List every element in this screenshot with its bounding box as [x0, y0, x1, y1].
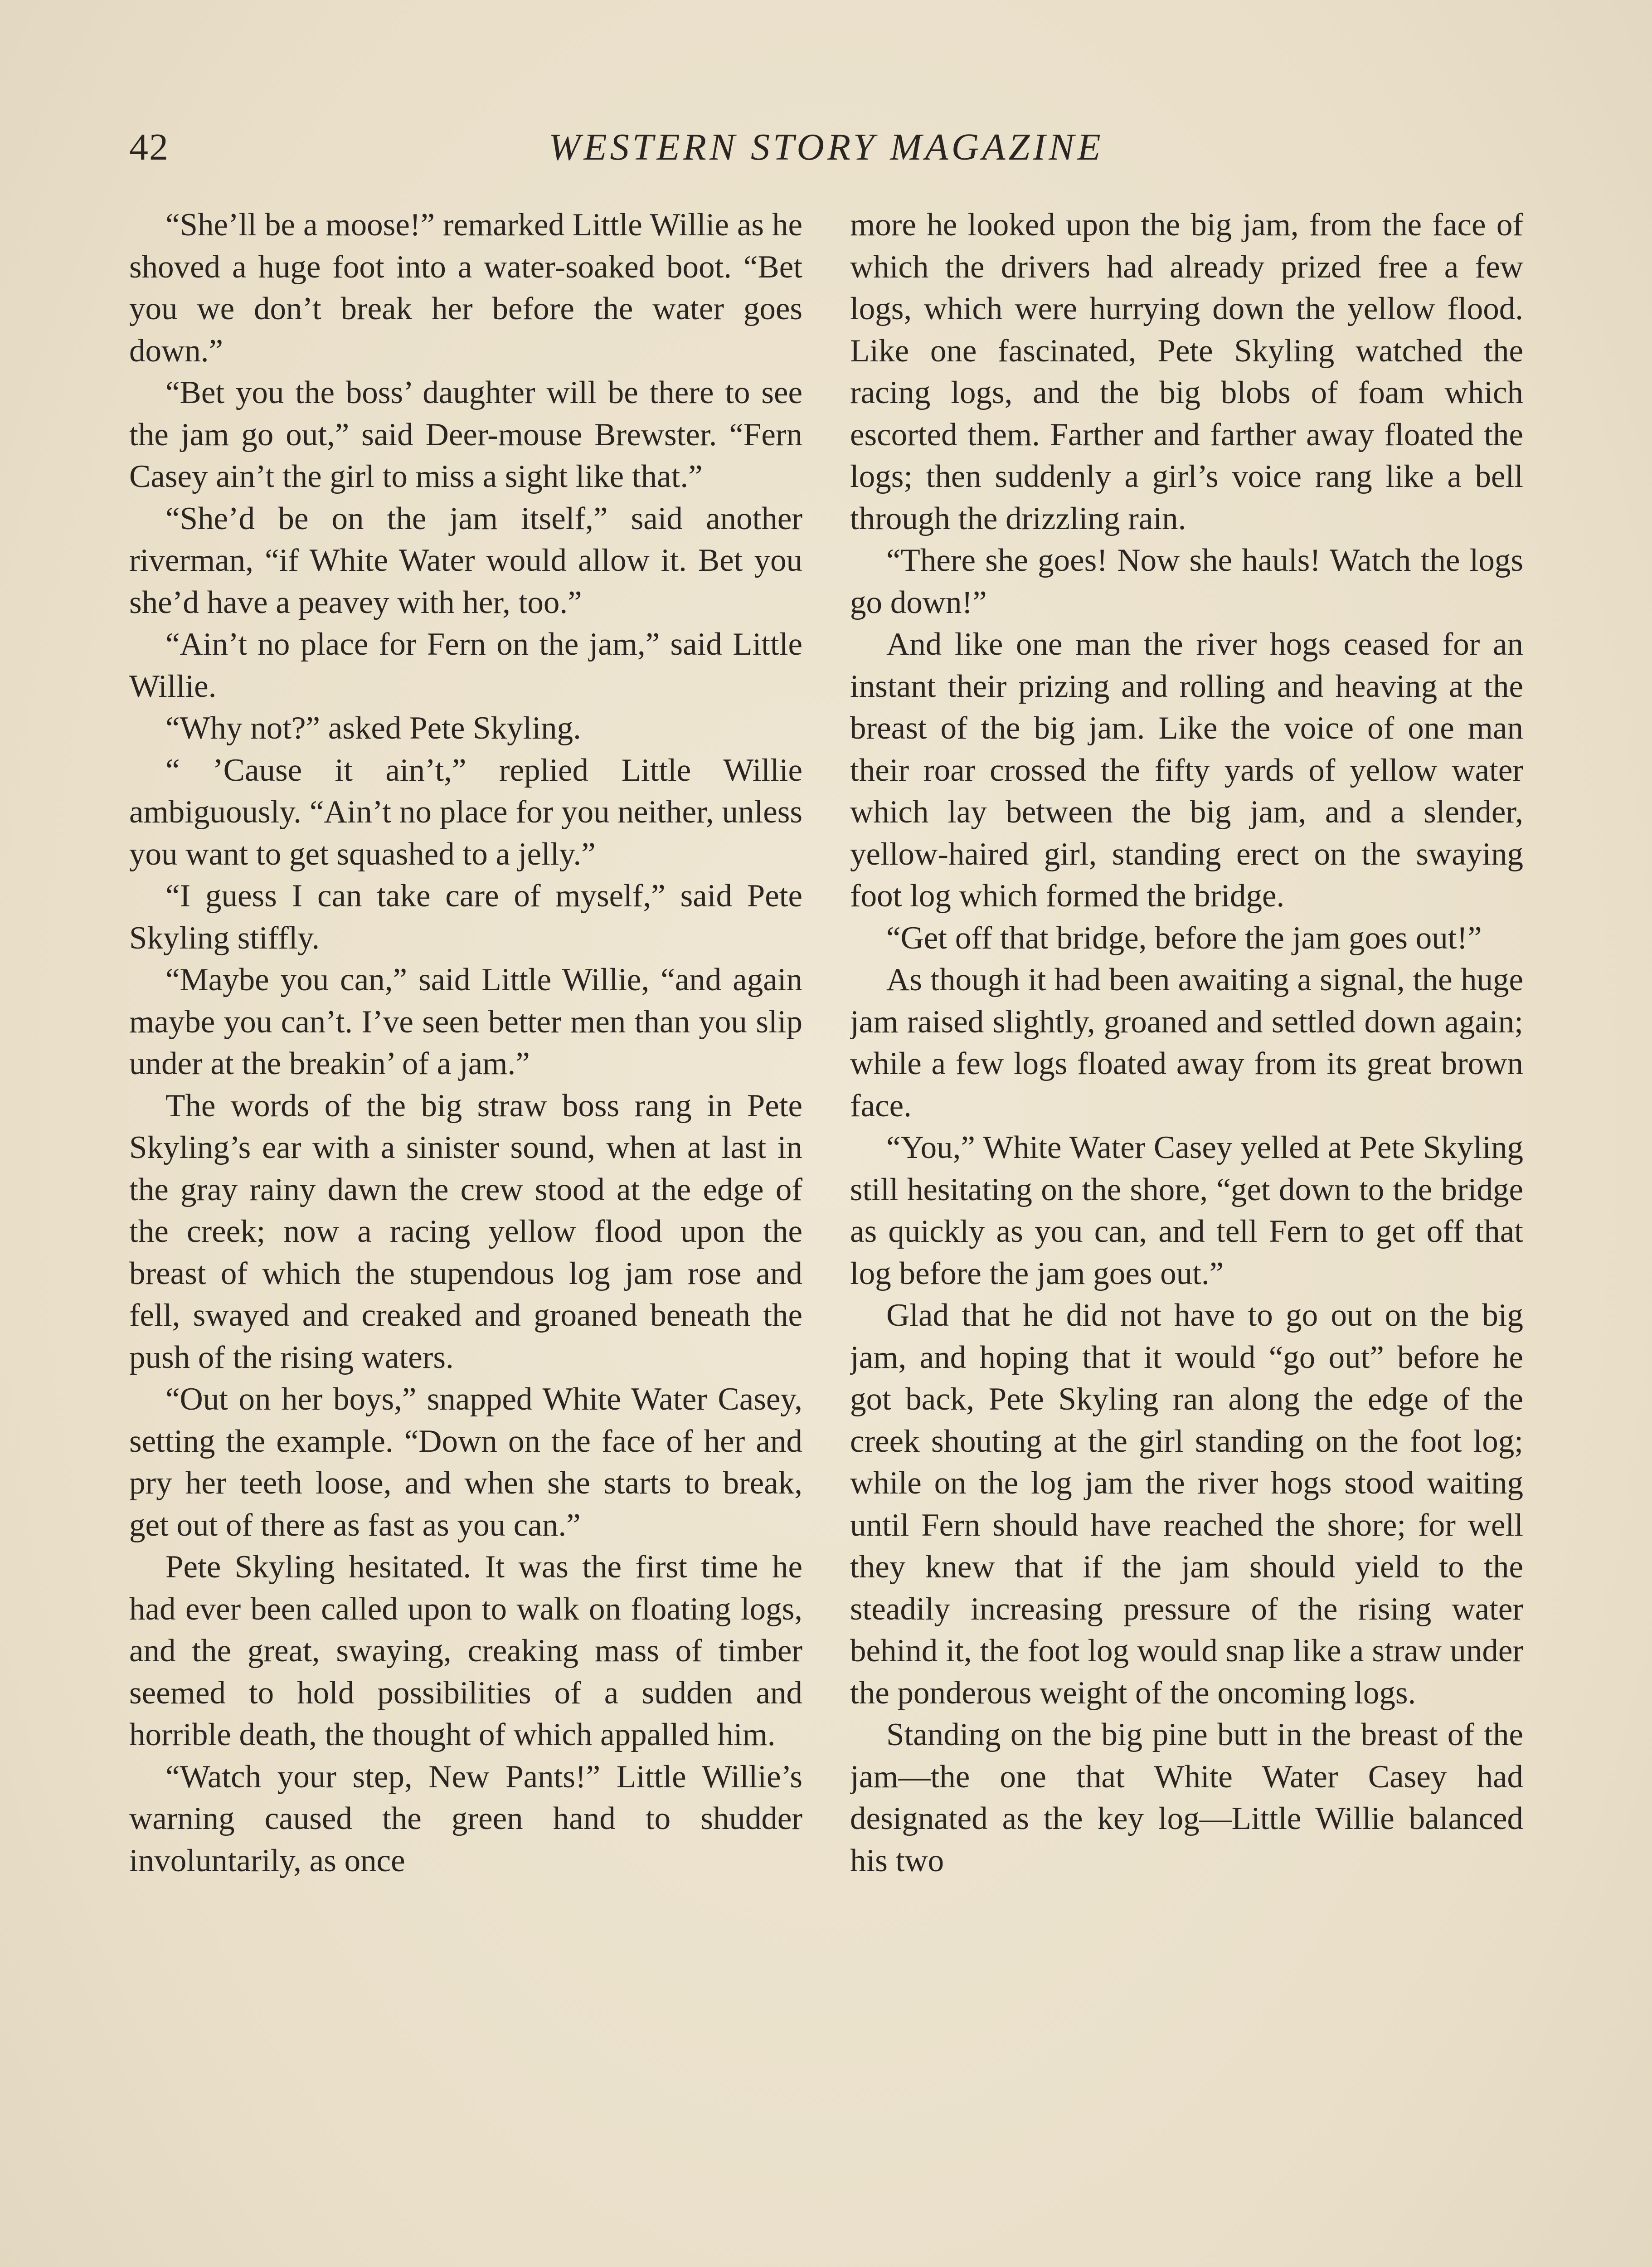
paragraph: “You,” White Water Casey yelled at Pete Skyling still hesitating on the shore, “get down to the bridge as quickly as you can, and tell Fern to get off that log before the jam goes out.”: [850, 1130, 1523, 1291]
paragraph: “Out on her boys,” snapped White Water Casey, setting the example. “Down on the face of her and pry her teeth loose, and when she starts to break, get out of there as fast as you can.”: [129, 1382, 802, 1543]
paragraph: “Why not?” asked Pete Skyling.: [165, 710, 581, 746]
paragraph: “Get off that bridge, before the jam goes out!”: [886, 920, 1482, 956]
left-column: [129, 204, 802, 2267]
page-header: [129, 122, 1523, 181]
paragraph: As though it had been awaiting a signal, the huge jam raised slightly, groaned and settled down again; while a few logs floated away from its great brown face.: [850, 962, 1523, 1124]
paragraph: “Bet you the boss’ daughter will be there to see the jam go out,” said Deer-mouse Brewster. “Fern Casey ain’t the girl to miss a sight like that.”: [129, 375, 802, 494]
paragraph: Standing on the big pine butt in the breast of the jam—the one that White Water Casey had designated as the key log—Little Willie balanced his two: [850, 1717, 1523, 1878]
paragraph: “There she goes! Now she hauls! Watch the logs go down!”: [850, 543, 1523, 620]
paragraph: Glad that he did not have to go out on the big jam, and hoping that it would “go out” before he got back, Pete Skyling ran along the edge of the creek shouting at the girl standing on the foot log; while on the log jam the river hogs stood waiting until Fern should have reached the shore; for well they knew that if the jam should yield to the steadily increasing pressure of the rising water behind it, the foot log would snap like a straw under the ponderous weight of the oncoming logs.: [850, 1298, 1523, 1711]
paragraph: “She’d be on the jam itself,” said another riverman, “if White Water would allow it. Bet you she’d have a peavey with her, too.”: [129, 501, 802, 620]
paragraph: The words of the big straw boss rang in Pete Skyling’s ear with a sinister sound, when at last in the gray rainy dawn the crew stood at the edge of the creek; now a racing yellow flood upon the breast of which the stupendous log jam rose and fell, swayed and creaked and groaned beneath the push of the rising waters.: [129, 1088, 802, 1375]
right-column: [850, 204, 1523, 2267]
paragraph: And like one man the river hogs ceased for an instant their prizing and rolling and heaving at the breast of the big jam. Like the voice of one man their roar crossed the fifty yards of yellow water which lay between the big jam, and a slender, yellow-haired girl, standing erect on the swaying foot log which formed the bridge.: [850, 627, 1523, 914]
page-number: 42: [129, 126, 169, 168]
paragraph: “I guess I can take care of myself,” said Pete Skyling stiffly.: [129, 878, 802, 956]
paragraph: “Watch your step, New Pants!” Little Willie’s warning caused the green hand to shudder involuntarily, as once: [129, 1759, 802, 1878]
paragraph: “Ain’t no place for Fern on the jam,” said Little Willie.: [129, 627, 802, 704]
paragraph: Pete Skyling hesitated. It was the first time he had ever been called upon to walk on floating logs, and the great, swaying, creaking mass of timber seemed to hold possibilities of a sudden and horrible death, the thought of which appalled him.: [129, 1549, 802, 1752]
paragraph-continuation: more he looked upon the big jam, from the face of which the drivers had already prized free a few logs, which were hurrying down the yellow flood. Like one fascinated, Pete Skyling watched the racing logs, and the big blobs of foam which escorted them. Farther and farther away floated the logs; then suddenly a girl’s voice rang like a bell through the drizzling rain.: [850, 207, 1523, 536]
paragraph: “Maybe you can,” said Little Willie, “and again maybe you can’t. I’ve seen better men than you slip under at the breakin’ of a jam.”: [129, 962, 802, 1081]
paragraph: “ ’Cause it ain’t,” replied Little Willie ambiguously. “Ain’t no place for you neither, unless you want to get squashed to a jelly.”: [129, 752, 802, 872]
magazine-title: WESTERN STORY MAGAZINE: [549, 126, 1104, 168]
paragraph: “She’ll be a moose!” remarked Little Willie as he shoved a huge foot into a water-soaked boot. “Bet you we don’t break her before the water goes down.”: [129, 207, 802, 369]
